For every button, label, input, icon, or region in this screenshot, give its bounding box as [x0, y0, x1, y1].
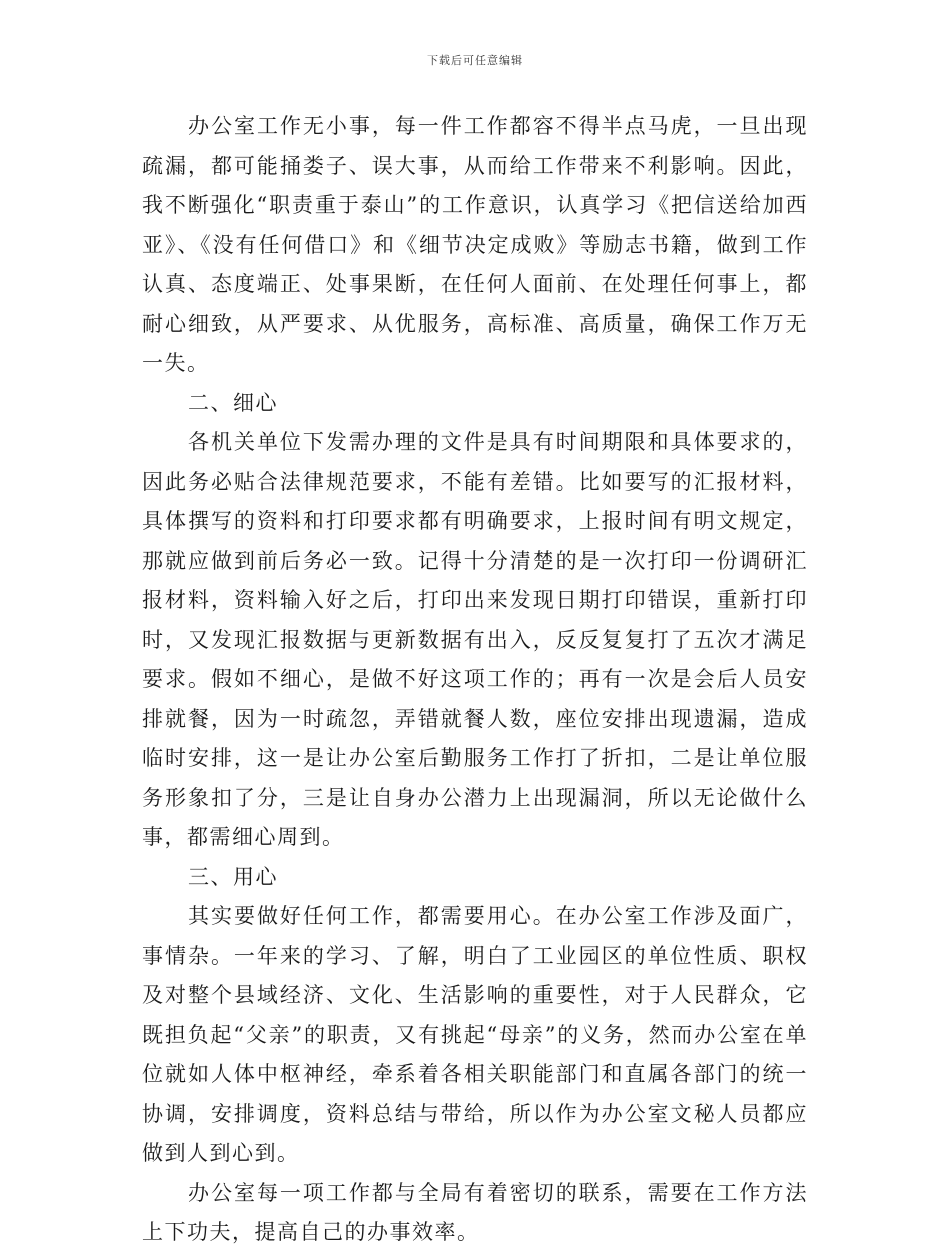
document-body: [142, 107, 808, 1253]
paragraph-efficiency: 办公室每一项工作都与全局有着密切的联系，需要在工作方法上下功夫，提高自己的办事效率。: [142, 1180, 808, 1244]
paragraph-attentive: 其实要做好任何工作，都需要用心。在办公室工作涉及面广，事情杂。一年来的学习、了解，明白了工业园区的单位性质、职权及对整个县域经济、文化、生活影响的重要性，对于人民群众，它既担负起“父亲”的职责，又有挑起“母亲”的义务，然而办公室在单位就如人体中枢神经，牵系着各相关职能部门和直属各部门的统一协调，安排调度，资料总结与带给，所以作为办公室文秘人员都应做到人到心到。: [142, 904, 808, 1165]
paragraph-attitude: 办公室工作无小事，每一件工作都容不得半点马虎，一旦出现疏漏，都可能捅娄子、误大事，从而给工作带来不利影响。因此，我不断强化“职责重于泰山”的工作意识，认真学习《把信送给加西亚》、《没有任何借口》和《细节决定成败》等励志书籍，做到工作认真、态度端正、处事果断，在任何人面前、在处理任何事上，都耐心细致，从严要求、从优服务，高标准、高质量，确保工作万无一失。: [142, 114, 808, 375]
paragraph-careful: 各机关单位下发需办理的文件是具有时间期限和具体要求的，因此务必贴合法律规范要求，不能有差错。比如要写的汇报材料，具体撰写的资料和打印要求都有明确要求，上报时间有明文规定，那就应做到前后务必一致。记得十分清楚的是一次打印一份调研汇报材料，资料输入好之后，打印出来发现日期打印错误，重新打印时，又发现汇报数据与更新数据有出入，反反复复打了五次才满足要求。假如不细心，是做不好这项工作的；再有一次是会后人员安排就餐，因为一时疏忽，弄错就餐人数，座位安排出现遗漏，造成临时安排，这一是让办公室后勤服务工作打了折扣，二是让单位服务形象扣了分，三是让自身办公潜力上出现漏洞，所以无论做什么事，都需细心周到。: [142, 430, 808, 849]
page-header: 下载后可任意编辑: [427, 54, 523, 67]
section-heading-careful: 二、细心: [188, 390, 278, 415]
section-heading-attentive: 三、用心: [188, 864, 278, 889]
